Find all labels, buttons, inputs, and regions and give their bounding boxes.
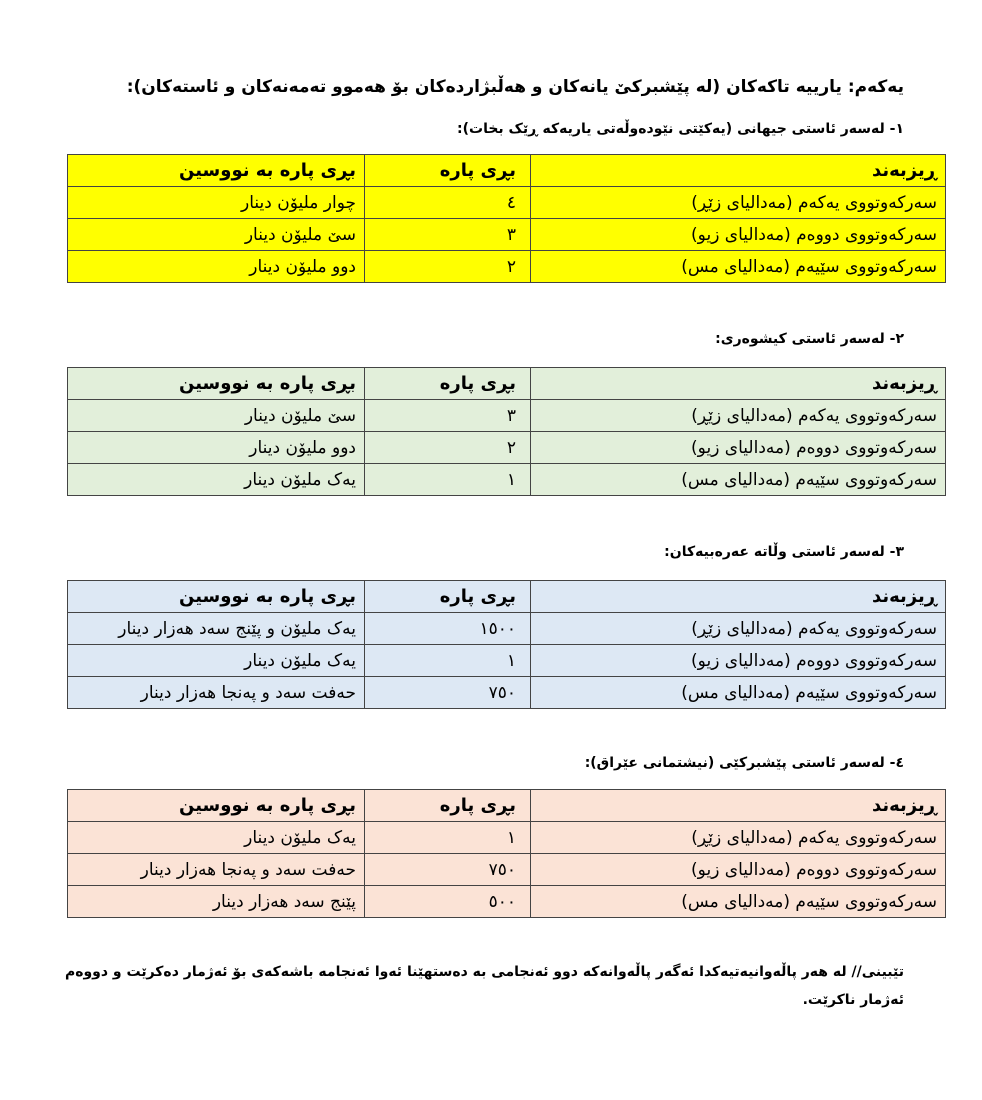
amount-words-cell: پێنج سەد هەزار دینار <box>68 886 365 918</box>
table-row <box>68 187 946 219</box>
rank-cell: سەرکەوتووی دووەم (مەدالیای زیو) <box>531 645 946 677</box>
rank-cell: سەرکەوتووی سێیەم (مەدالیای مس) <box>531 464 946 496</box>
amount-words-cell: یەک ملیۆن دینار <box>68 645 365 677</box>
table-row <box>68 400 946 432</box>
rank-cell: سەرکەوتووی سێیەم (مەدالیای مس) <box>531 251 946 283</box>
amount-words-cell: دوو ملیۆن دینار <box>68 432 365 464</box>
amount-cell: ٣ <box>365 219 531 251</box>
section-title-iraq: ٤- لەسەر ئاستی پێشبرکێی (نیشتمانی عێراق): <box>584 755 904 771</box>
prize-table-continental <box>67 367 946 496</box>
amount-cell: ٤ <box>365 187 531 219</box>
table-header-row <box>68 368 946 400</box>
table-row <box>68 822 946 854</box>
footnote: تێبینی// لە هەر پاڵەوانیەتیەکدا ئەگەر پاڵەوانەکە دوو ئەنجامی بە دەستهێنا ئەوا ئەنجامە باشەکەی بۆ ئەژمار دەکرێت و دووەم ئەژمار ناکرێت. <box>64 964 904 1008</box>
amount-words-cell: دوو ملیۆن دینار <box>68 251 365 283</box>
table-header-row <box>68 155 946 187</box>
amount-words-cell: یەک ملیۆن دینار <box>68 822 365 854</box>
rank-cell: سەرکەوتووی سێیەم (مەدالیای مس) <box>531 677 946 709</box>
amount-words-cell: یەک ملیۆن دینار <box>68 464 365 496</box>
table-row <box>68 645 946 677</box>
column-header-amount-words: بڕی پارە بە نووسین <box>68 581 365 613</box>
rank-cell: سەرکەوتووی دووەم (مەدالیای زیو) <box>531 854 946 886</box>
column-header-rank: ڕیزبەند <box>531 155 946 187</box>
amount-cell: ١٥٠٠ <box>365 613 531 645</box>
amount-words-cell: حەفت سەد و پەنجا هەزار دینار <box>68 854 365 886</box>
prize-table-world <box>67 154 946 283</box>
table-row <box>68 613 946 645</box>
section-title-world: ١- لەسەر ئاستی جیهانی (یەکێتی نێودەوڵەتی یاریەکە ڕێک بخات): <box>457 121 904 137</box>
amount-cell: ٥٠٠ <box>365 886 531 918</box>
rank-cell: سەرکەوتووی دووەم (مەدالیای زیو) <box>531 432 946 464</box>
rank-cell: سەرکەوتووی یەکەم (مەدالیای زێڕ) <box>531 400 946 432</box>
column-header-rank: ڕیزبەند <box>531 581 946 613</box>
column-header-amount-words: بڕی پارە بە نووسین <box>68 790 365 822</box>
amount-cell: ٧٥٠ <box>365 677 531 709</box>
amount-words-cell: سێ ملیۆن دینار <box>68 400 365 432</box>
main-heading: یەکەم: یارییە تاکەکان (لە پێشبرکێ یانەکان و هەڵبژاردەکان بۆ هەموو تەمەنەکان و ئاستەکان): <box>126 77 904 97</box>
column-header-amount: بڕی پارە <box>365 155 531 187</box>
amount-cell: ١ <box>365 645 531 677</box>
prize-table-iraq <box>67 789 946 918</box>
column-header-rank: ڕیزبەند <box>531 368 946 400</box>
amount-words-cell: چوار ملیۆن دینار <box>68 187 365 219</box>
table-row <box>68 677 946 709</box>
rank-cell: سەرکەوتووی دووەم (مەدالیای زیو) <box>531 219 946 251</box>
column-header-amount-words: بڕی پارە بە نووسین <box>68 155 365 187</box>
column-header-amount-words: بڕی پارە بە نووسین <box>68 368 365 400</box>
amount-words-cell: حەفت سەد و پەنجا هەزار دینار <box>68 677 365 709</box>
table-row <box>68 432 946 464</box>
amount-cell: ٧٥٠ <box>365 854 531 886</box>
table-header-row <box>68 790 946 822</box>
rank-cell: سەرکەوتووی یەکەم (مەدالیای زێڕ) <box>531 187 946 219</box>
section-title-arab: ٣- لەسەر ئاستی وڵاتە عەرەبیەکان: <box>664 544 904 560</box>
column-header-amount: بڕی پارە <box>365 790 531 822</box>
table-row <box>68 854 946 886</box>
table-row <box>68 886 946 918</box>
amount-cell: ١ <box>365 822 531 854</box>
table-row <box>68 464 946 496</box>
table-header-row <box>68 581 946 613</box>
amount-cell: ٢ <box>365 251 531 283</box>
amount-words-cell: سێ ملیۆن دینار <box>68 219 365 251</box>
rank-cell: سەرکەوتووی یەکەم (مەدالیای زێڕ) <box>531 822 946 854</box>
prize-table-arab <box>67 580 946 709</box>
column-header-amount: بڕی پارە <box>365 581 531 613</box>
column-header-amount: بڕی پارە <box>365 368 531 400</box>
amount-cell: ١ <box>365 464 531 496</box>
amount-cell: ٢ <box>365 432 531 464</box>
amount-cell: ٣ <box>365 400 531 432</box>
section-title-continental: ٢- لەسەر ئاستی کیشوەری: <box>715 331 904 347</box>
table-row <box>68 251 946 283</box>
rank-cell: سەرکەوتووی سێیەم (مەدالیای مس) <box>531 886 946 918</box>
column-header-rank: ڕیزبەند <box>531 790 946 822</box>
table-row <box>68 219 946 251</box>
amount-words-cell: یەک ملیۆن و پێنج سەد هەزار دینار <box>68 613 365 645</box>
rank-cell: سەرکەوتووی یەکەم (مەدالیای زێڕ) <box>531 613 946 645</box>
